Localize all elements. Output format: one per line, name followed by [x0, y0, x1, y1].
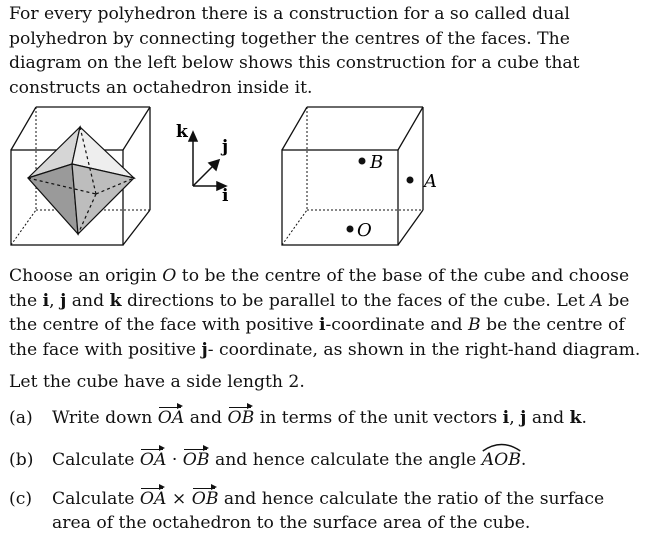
question-c-text: Calculate OA × OB and hence calculate the ratio of the surface: [52, 487, 604, 512]
setup-line-4: the face with positive j- coordinate, as shown in the right-hand diagram.: [9, 339, 641, 360]
intro-line-2: polyhedron by connecting together the centres of the faces. The: [9, 28, 570, 49]
setup-line-1: Choose an origin O to be the centre of the base of the cube and choose: [9, 266, 630, 286]
angle-AOB: AOB: [482, 448, 521, 473]
axes: [189, 132, 229, 190]
setup-line-3: the centre of the face with positive i-coordinate and B be the centre of: [9, 315, 625, 335]
setup-paragraph: [9, 264, 649, 362]
axis-label-j: j: [222, 137, 229, 157]
question-a-text: Write down OA and OB in terms of the unit vectors i, j and k.: [52, 406, 587, 431]
point-B-label: B: [370, 152, 384, 173]
question-a-label: (a): [9, 408, 33, 428]
intro-paragraph: [9, 2, 649, 100]
intro-line-3: diagram on the left below shows this construction for a cube that: [9, 53, 580, 73]
axis-label-i: i: [222, 186, 229, 206]
question-c-label: (c): [9, 489, 33, 509]
vector-OA: OA: [158, 406, 185, 431]
question-b-label: (b): [9, 450, 34, 470]
point-A-marker: [407, 177, 414, 184]
side-length-text: Let the cube have a side length 2.: [9, 372, 305, 392]
cube-octahedron-diagram: [0, 102, 668, 252]
point-A-label: A: [424, 171, 437, 192]
point-B-marker: [359, 158, 366, 165]
axis-label-k: k: [176, 122, 188, 142]
vector-OB: OB: [228, 406, 255, 431]
vector-OA: OA: [140, 487, 167, 512]
point-O-label: O: [357, 220, 372, 241]
setup-line-2: the i, j and k directions to be parallel to the faces of the cube. Let A be: [9, 290, 630, 311]
intro-line-1: For every polyhedron there is a construction for a so called dual: [9, 4, 570, 24]
side-length-statement: [9, 370, 649, 395]
right-cube: [282, 107, 423, 245]
octahedron: [28, 127, 134, 234]
vector-OB: OB: [183, 448, 210, 473]
vector-OA: OA: [140, 448, 167, 473]
question-c-continuation: area of the octahedron to the surface area of the cube.: [52, 513, 531, 533]
point-O-marker: [347, 226, 354, 233]
question-b-text: Calculate OA · OB and hence calculate the angle AOB.: [52, 448, 526, 473]
vector-OB: OB: [192, 487, 219, 512]
intro-line-4: constructs an octahedron inside it.: [9, 77, 313, 98]
